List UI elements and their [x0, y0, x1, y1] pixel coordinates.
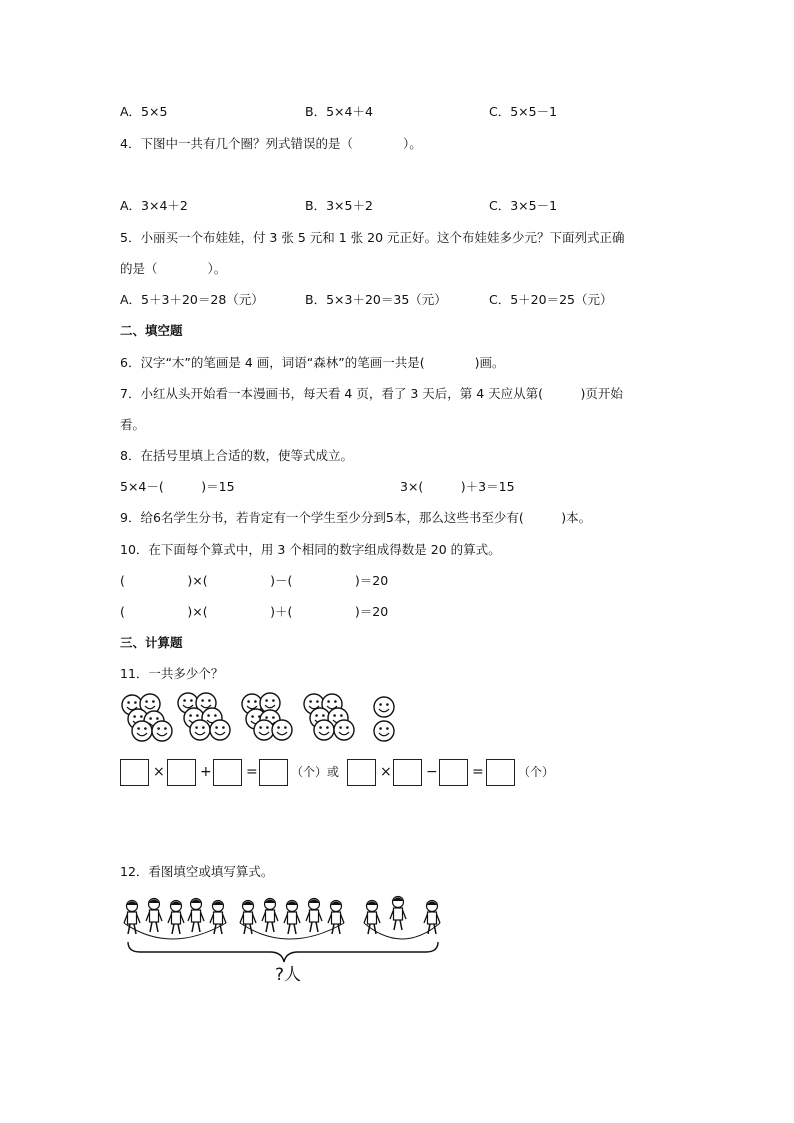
q5-option-b: B．5×3＋20＝35（元） — [305, 292, 447, 307]
q3-option-b: B．5×4＋4 — [305, 104, 373, 119]
q7-text-line1: 7．小红从头开始看一本漫画书，每天看 4 页，看了 3 天后，第 4 天应从第( )页开始 — [120, 386, 623, 401]
smiley-group-2 — [178, 693, 230, 740]
brace — [128, 942, 438, 962]
minus-sign: − — [426, 764, 438, 780]
q11-text: 11．一共多少个？ — [120, 666, 224, 681]
q11-answer-box-7[interactable] — [439, 759, 468, 786]
q4-stem: 4．下图中一共有几个圈？列式错误的是（ ）。 — [120, 136, 422, 151]
q10-equation-2: ( )×( )＋( )＝20 — [120, 604, 389, 619]
q5-stem-line1: 5．小丽买一个布娃娃，付 3 张 5 元和 1 张 20 元正好。这个布娃娃多少元？下面列式正确 — [120, 230, 625, 245]
smiley-group-3 — [242, 693, 292, 740]
smiley-groups-image — [118, 690, 408, 746]
q11-answer-box-2[interactable] — [167, 759, 196, 786]
q4-option-a: A．3×4＋2 — [120, 198, 188, 213]
unit-label: （个） — [518, 765, 555, 779]
smiley-group-1 — [122, 694, 172, 741]
q4-option-b: B．3×5＋2 — [305, 198, 373, 213]
section-title-fill-blank: 二、填空题 — [120, 323, 183, 338]
q8-text: 8．在括号里填上合适的数，使等式成立。 — [120, 448, 353, 463]
kid-group-2 — [240, 899, 344, 940]
times-sign-2: × — [380, 764, 392, 780]
q4-option-c: C．3×5－1 — [489, 198, 558, 213]
smiley-group-4 — [304, 694, 354, 740]
equals-sign-2: = — [472, 764, 484, 780]
q11-answer-box-8[interactable] — [486, 759, 515, 786]
equals-sign: = — [246, 764, 258, 780]
q3-option-c: C．5×5－1 — [489, 104, 558, 119]
smiley-group-5 — [374, 697, 394, 741]
section-title-calculation: 三、计算题 — [120, 635, 183, 650]
q5-stem-line2: 的是（ ）。 — [120, 261, 227, 276]
kid-group-3 — [364, 897, 440, 940]
q9-text: 9．给6名学生分书，若肯定有一个学生至少分到5本，那么这些书至少有( )本。 — [120, 510, 592, 525]
q6-text: 6．汉字“木”的笔画是 4 画，词语“森林”的笔画一共是( )画。 — [120, 355, 505, 370]
times-sign: × — [153, 764, 165, 780]
q5-option-c: C．5＋20＝25（元） — [489, 292, 613, 307]
plus-sign: + — [200, 764, 212, 780]
unit-label-or: （个）或 — [291, 765, 340, 779]
q11-answer-box-4[interactable] — [259, 759, 288, 786]
q11-answer-box-1[interactable] — [120, 759, 149, 786]
q10-text: 10．在下面每个算式中，用 3 个相同的数字组成得数是 20 的算式。 — [120, 542, 501, 557]
q11-answer-box-3[interactable] — [213, 759, 242, 786]
q3-option-a: A．5×5 — [120, 104, 168, 119]
q11-answer-box-6[interactable] — [393, 759, 422, 786]
total-people-label: ?人 — [275, 965, 302, 985]
q11-answer-box-5[interactable] — [347, 759, 376, 786]
q7-text-line2: 看。 — [120, 417, 146, 432]
q5-option-a: A．5＋3＋20＝28（元） — [120, 292, 264, 307]
q10-equation-1: ( )×( )－( )＝20 — [120, 573, 389, 588]
q12-text: 12．看图填空或填写算式。 — [120, 864, 274, 879]
q8-equation-left: 5×4－( )＝15 — [120, 479, 235, 494]
q8-equation-right: 3×( )＋3＝15 — [400, 479, 515, 494]
kid-group-1 — [124, 899, 226, 940]
